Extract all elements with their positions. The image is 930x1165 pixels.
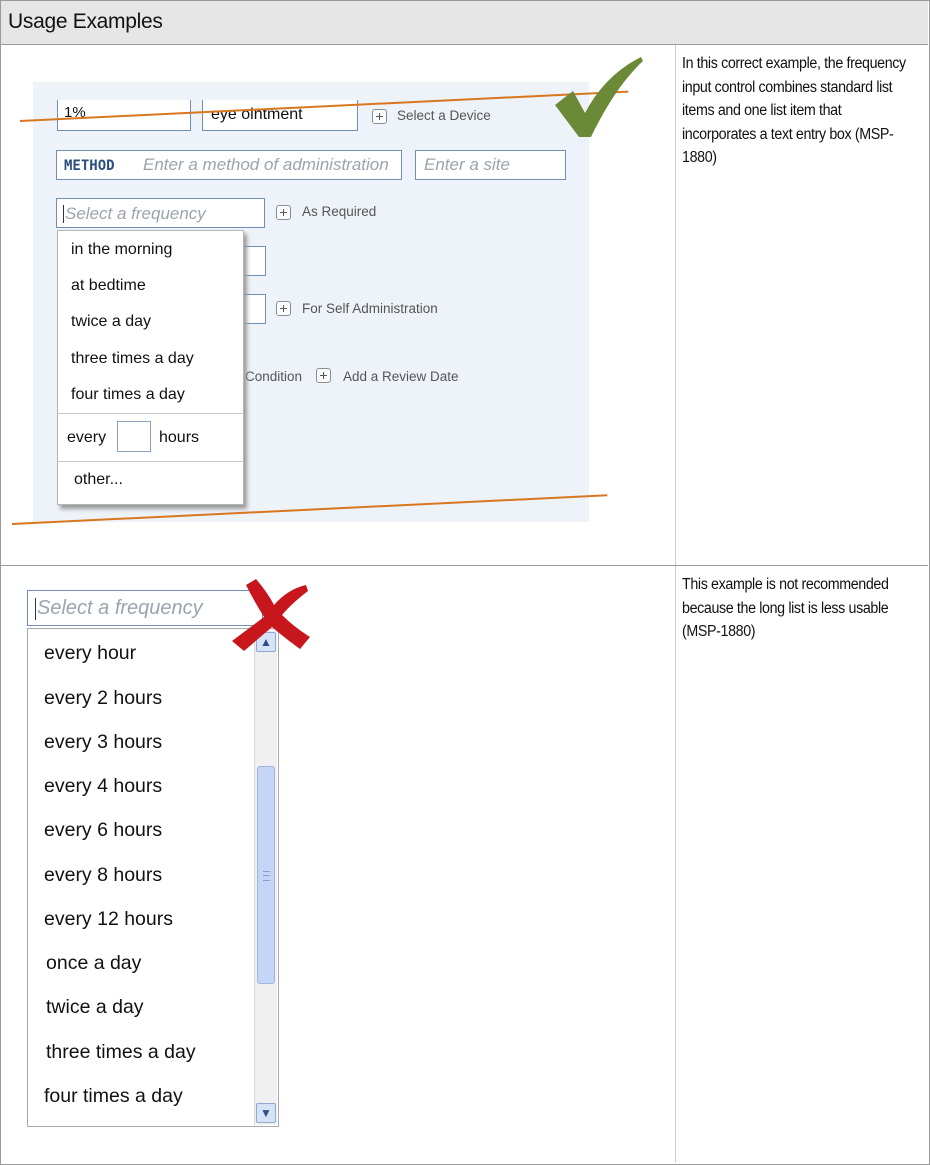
dropdown-item[interactable]: in the morning — [71, 241, 173, 258]
as-required-link[interactable]: As Required — [302, 204, 377, 219]
list-item[interactable]: once a day — [46, 952, 142, 974]
list-item[interactable]: every 3 hours — [44, 731, 163, 753]
frequency-dropdown — [57, 230, 244, 505]
column-divider — [675, 566, 676, 1163]
column-divider — [675, 45, 676, 565]
add-device-icon[interactable] — [372, 109, 387, 124]
hours-input[interactable] — [117, 421, 151, 452]
product-field[interactable]: eye ointment — [202, 100, 358, 131]
row-divider — [1, 565, 928, 566]
frequency-input[interactable]: Select a frequency — [56, 198, 265, 228]
method-tag: METHOD — [64, 158, 115, 174]
dropdown-separator — [58, 413, 243, 414]
list-item[interactable]: every 2 hours — [44, 687, 163, 709]
grip-icon — [263, 871, 270, 881]
dropdown-item[interactable]: twice a day — [71, 313, 152, 330]
incorrect-example-note: This example is not recommended because the long list is less usable (MSP-1880) — [682, 576, 889, 640]
condition-link[interactable]: Condition — [245, 369, 303, 384]
correct-example-note: In this correct example, the frequency input control combines standard list items and one list item that incorporates a text entry box (MSP-1880) — [682, 55, 906, 166]
list-item[interactable]: three times a day — [46, 1041, 196, 1063]
hours-label: hours — [159, 429, 200, 446]
every-label: every — [67, 429, 107, 446]
list-item[interactable]: four times a day — [44, 1085, 183, 1107]
scroll-thumb[interactable] — [257, 766, 275, 984]
list-item[interactable]: every 6 hours — [44, 819, 163, 841]
cross-icon — [228, 573, 314, 653]
list-item[interactable]: every 4 hours — [44, 775, 163, 797]
dropdown-item[interactable]: three times a day — [71, 350, 194, 367]
chevron-up-icon: ▲ — [260, 635, 272, 649]
self-administration-link[interactable]: For Self Administration — [302, 301, 438, 316]
dropdown-item[interactable]: at bedtime — [71, 277, 146, 294]
list-item[interactable]: every 12 hours — [44, 908, 173, 930]
strength-field[interactable]: 1% — [57, 100, 191, 131]
list-item[interactable]: twice a day — [46, 996, 144, 1018]
listbox-scrollbar[interactable] — [254, 630, 277, 1125]
site-input[interactable]: Enter a site — [415, 150, 566, 180]
dropdown-separator — [58, 461, 243, 462]
add-as-required-icon[interactable] — [276, 205, 291, 220]
dropdown-item[interactable]: four times a day — [71, 386, 185, 403]
add-review-date-icon[interactable] — [316, 368, 331, 383]
text-caret — [35, 598, 36, 620]
select-device-link[interactable]: Select a Device — [397, 108, 491, 123]
table-header — [1, 1, 928, 45]
checkmark-icon — [553, 53, 645, 141]
scroll-down-button[interactable] — [256, 1103, 276, 1123]
dropdown-item-other[interactable]: other... — [74, 471, 123, 488]
list-item[interactable]: every 8 hours — [44, 864, 163, 886]
frequency-select[interactable]: Select a frequency — [27, 590, 263, 626]
add-self-admin-icon[interactable] — [276, 301, 291, 316]
header-title: Usage Examples — [8, 10, 163, 33]
method-input[interactable]: METHOD Enter a method of administration — [56, 150, 402, 180]
chevron-down-icon: ▼ — [260, 1106, 272, 1120]
add-review-date-link[interactable]: Add a Review Date — [343, 369, 459, 384]
list-item[interactable]: every hour — [44, 642, 137, 664]
text-caret — [63, 205, 64, 223]
frequency-listbox — [27, 628, 279, 1127]
